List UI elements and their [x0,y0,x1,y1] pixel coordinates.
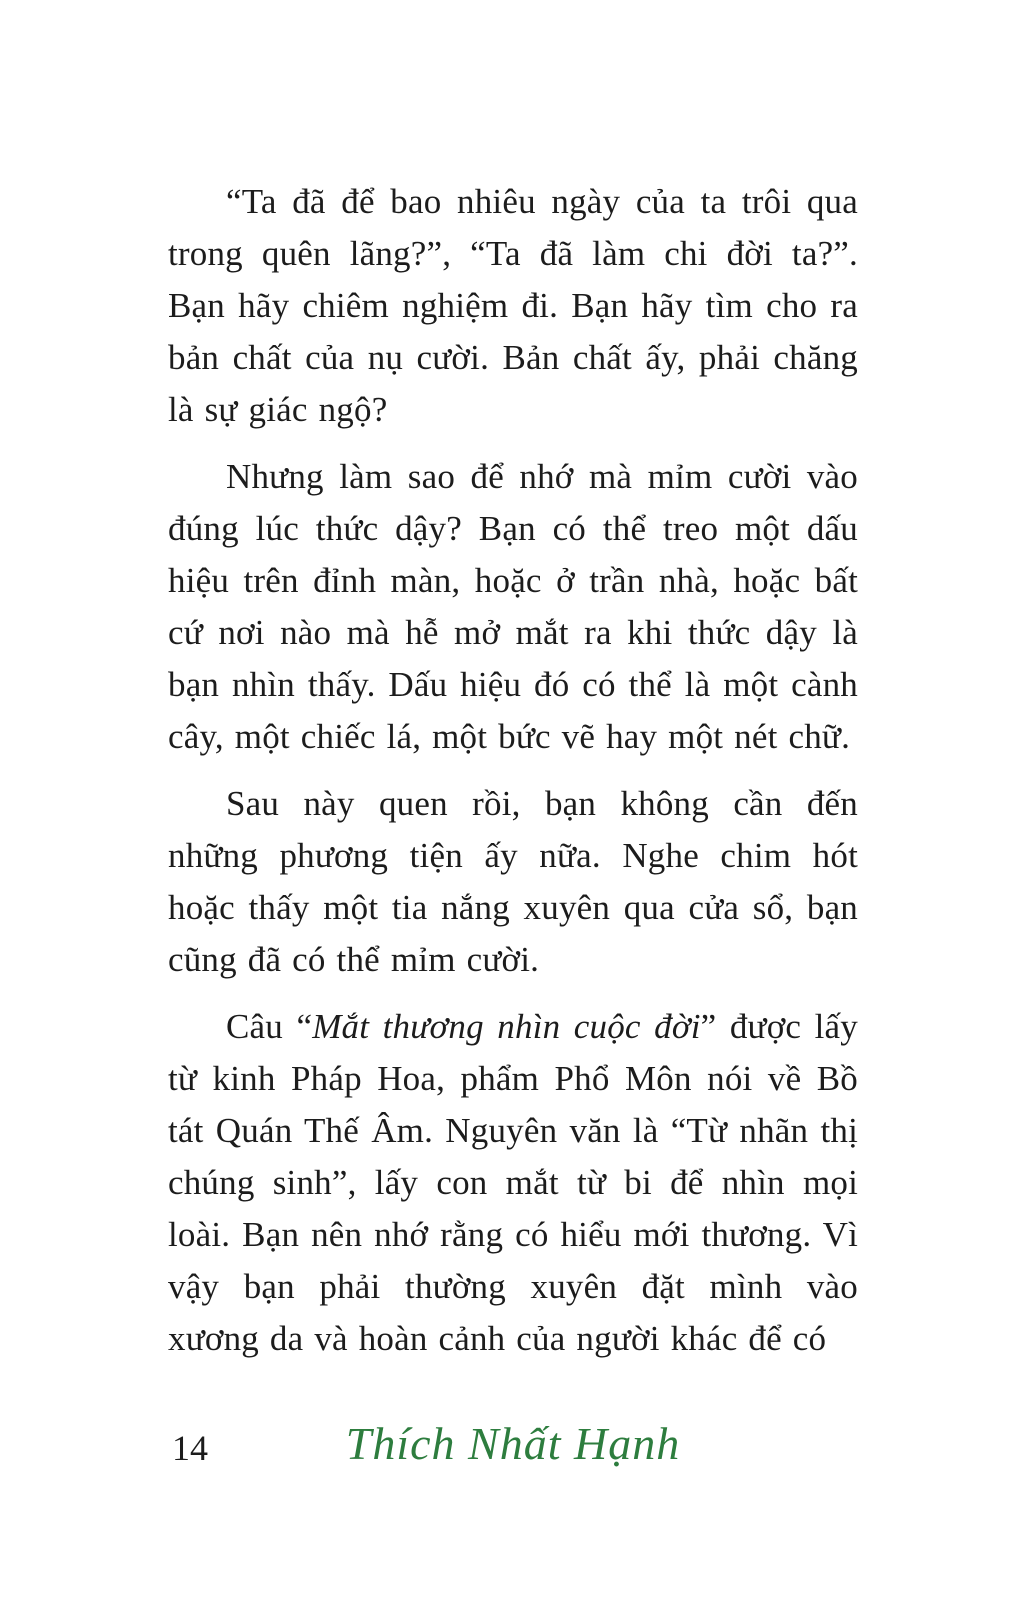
paragraph-3 [168,778,858,986]
text-column [168,176,858,1380]
paragraph-4 [168,1001,858,1365]
paragraph-text: Sau này quen rồi, bạn không cần đến những phương tiện ấy nữa. Nghe chim hót hoặc thấy một tia nắng xuyên qua cửa sổ, bạn cũng đã có thể mỉm cười. [168,784,858,979]
paragraph-2 [168,451,858,763]
quoted-phrase-italic: Mắt thương nhìn cuộc đời [312,1007,701,1046]
paragraph-text: Câu “ [226,1007,313,1046]
paragraph-text: Nhưng làm sao để nhớ mà mỉm cười vào đúng lúc thức dậy? Bạn có thể treo một dấu hiệu trên đỉnh màn, hoặc ở trần nhà, hoặc bất cứ nơi nào mà hễ mở mắt ra khi thức dậy là bạn nhìn thấy. Dấu hiệu đó có thể là một cành cây, một chiếc lá, một bức vẽ hay một nét chữ. [168,457,858,756]
running-footer-author: Thích Nhất Hạnh [345,1418,681,1469]
page-number: 14 [172,1428,208,1468]
paragraph-text: ” được lấy từ kinh Pháp Hoa, phẩm Phổ Môn nói về Bồ tát Quán Thế Âm. Nguyên văn là “Từ nhãn thị chúng sinh”, lấy con mắt từ bi để nhìn mọi loài. Bạn nên nhớ rằng có hiểu mới thương. Vì vậy bạn phải thường xuyên đặt mình vào xương da và hoàn cảnh của người khác để có [168,1007,858,1358]
paragraph-1 [168,176,858,436]
paragraph-text: “Ta đã để bao nhiêu ngày của ta trôi qua trong quên lãng?”, “Ta đã làm chi đời ta?”. Bạn hãy chiêm nghiệm đi. Bạn hãy tìm cho ra bản chất của nụ cười. Bản chất ấy, phải chăng là sự giác ngộ? [168,182,858,429]
